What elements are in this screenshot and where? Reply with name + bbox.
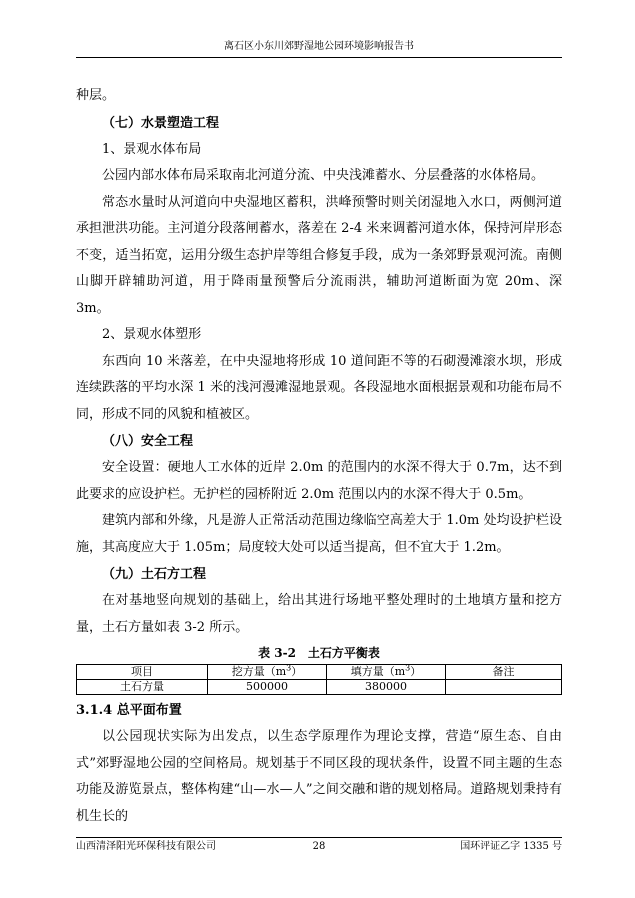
heading-safety: （八）安全工程 [102, 434, 194, 449]
footer-company: 山西清泽阳光环保科技有限公司 [76, 841, 216, 852]
paragraph-water-shaping: 东西向 10 米落差，在中央湿地将形成 10 道间距不等的石砌漫滩滚水坝，形成连续跌落的平均水深 1 米的浅河漫滩湿地景观。各段湿地水面根据景观和功能布局不同，形成不同的风貌和植被区。 [76, 353, 562, 422]
cell-fill: 380000 [327, 680, 446, 695]
table-row [77, 680, 562, 695]
paragraph-water-layout: 公园内部水体布局采取南北河道分流、中央浅滩蓄水、分层叠落的水体格局。 [102, 168, 545, 183]
paragraph-safety-settings: 安全设置：硬地人工水体的近岸 2.0m 的范围内的水深不得大于 0.7m，达不到此要求的应设护栏。无护栏的园桥附近 2.0m 范围以内的水深不得大于 0.5m。 [76, 460, 562, 502]
paragraph-water-volume: 常态水量时从河道向中央湿地区蓄积，洪峰预警时则关闭湿地入水口，两侧河道承担泄洪功能。主河道分段落闸蓄水，落差在 2-4 米来调蓄河道水体，保持河岸形态不变，适当拓宽，运用分级生态护岸等组合修复手段，成为一条郊野景观河流。南侧山脚开辟辅助河道，用于降雨量预警后分流雨洪，辅助河道断面为宽 20m、深 3m。 [76, 194, 562, 316]
footer-certificate: 国环评证乙字 1335 号 [460, 841, 562, 852]
footer-rule [76, 837, 562, 838]
paragraph-earthwork: 在对基地竖向规划的基础上，给出其进行场地平整处理时的土地填方量和挖方量，土石方量如表 3-2 所示。 [76, 593, 562, 635]
subheading-water-layout: 1、景观水体布局 [102, 141, 202, 157]
cell-item: 土石方量 [77, 680, 208, 695]
heading-earthwork: （九）土石方工程 [102, 567, 207, 582]
earthwork-table [76, 664, 562, 695]
header-fill: 填方量$(m^3)$ [327, 665, 446, 680]
document-body [76, 83, 562, 830]
page-header: 离石区小东川郊野湿地公园环境影响报告书 [224, 41, 414, 52]
table-title: 表 3-2 土石方平衡表 [258, 646, 380, 660]
paragraph-continuation: 种层。 [76, 88, 116, 103]
header-note: 备注 [446, 665, 562, 680]
paragraph-safety-railing: 建筑内部和外缘，凡是游人正常活动范围边缘临空高差大于 1.0m 处均设护栏设施，其高度应大于 1.05m；局度较大处可以适当提高，但不宜大于 1.2m。 [76, 513, 562, 555]
heading-general-layout: 3.1.4 总平面布置 [76, 703, 182, 718]
footer-page-number: 28 [312, 841, 326, 852]
cell-cut: 500000 [208, 680, 327, 695]
header-item: 项目 [77, 665, 208, 680]
table-header-row [77, 665, 562, 680]
cell-note [446, 680, 562, 695]
subheading-water-shaping: 2、景观水体塑形 [102, 327, 202, 342]
heading-water-landscape: （七）水景塑造工程 [102, 115, 220, 131]
paragraph-general-layout: 以公园现状实际为出发点，以生态学原理作为理论支撑，营造“原生态、自由式”郊野湿地公园的空间格局。规划基于不同区段的现状条件，设置不同主题的生态功能及游览景点，整体构建“山—水—人”之间交融和谐的规划格局。道路规划秉持有机生长的 [76, 729, 562, 824]
header-rule [76, 57, 562, 58]
header-cut: 挖方量$(m^3)$ [208, 665, 327, 680]
page-footer [76, 840, 562, 854]
